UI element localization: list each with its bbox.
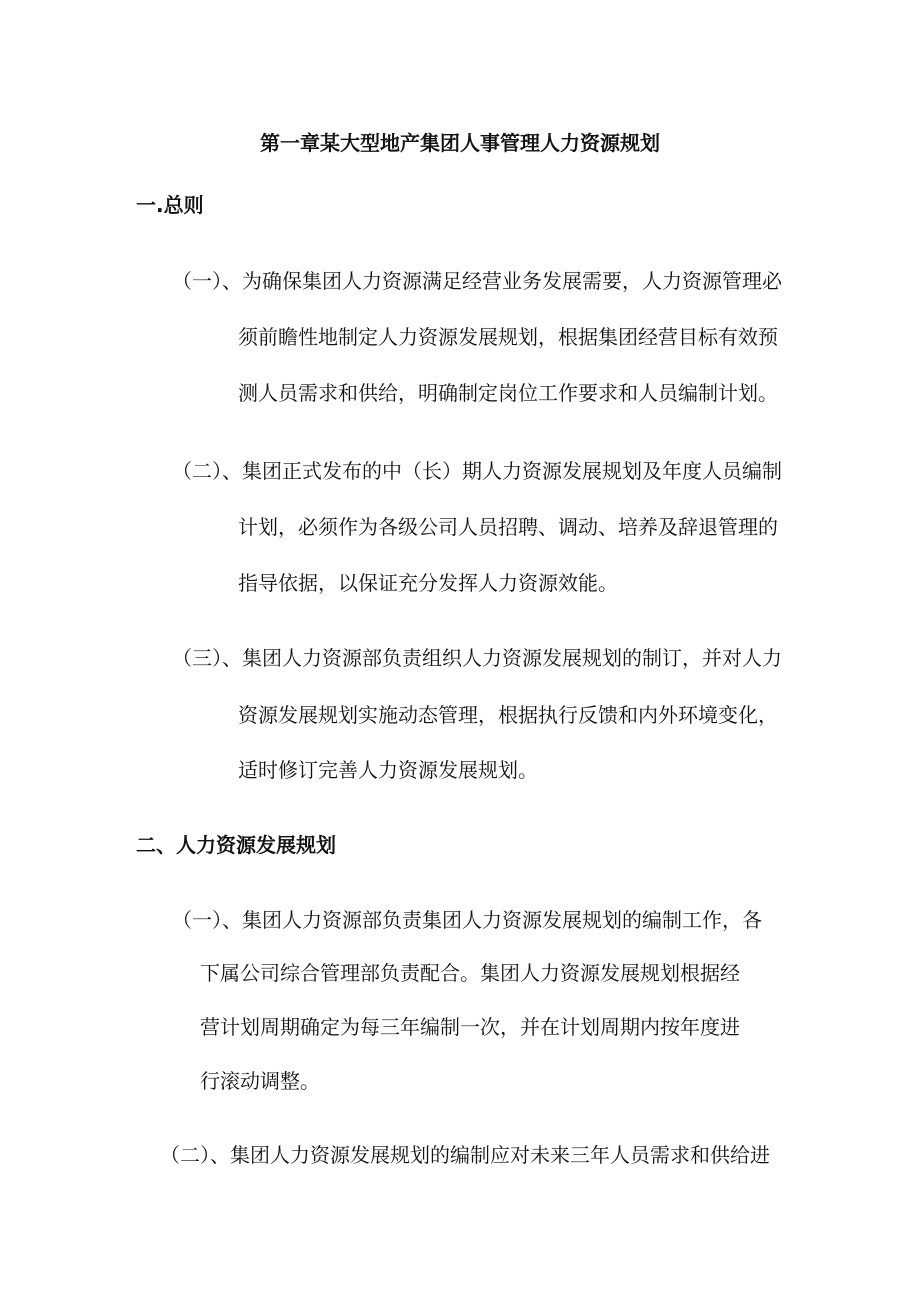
paragraph-line: 计划，必须作为各级公司人员招聘、调动、培养及辞退管理的 [238, 515, 778, 539]
paragraph-line: 行滚动调整。 [200, 1069, 320, 1093]
paragraph-line: （二）、集团人力资源发展规划的编制应对未来三年人员需求和供给进 [160, 1143, 770, 1167]
section-heading-hr-planning: 二、人力资源发展规划 [136, 833, 336, 857]
chapter-title: 第一章某大型地产集团人事管理人力资源规划 [260, 131, 660, 155]
paragraph-line: （一）、集团人力资源部负责集团人力资源发展规划的编制工作，各 [172, 908, 762, 932]
paragraph-line: 指导依据，以保证充分发挥人力资源效能。 [238, 571, 618, 595]
paragraph-line: （一）、为确保集团人力资源满足经营业务发展需要，人力资源管理必 [172, 269, 782, 293]
paragraph-line: 适时修订完善人力资源发展规划。 [238, 758, 538, 782]
paragraph-line: （三）、集团人力资源部负责组织人力资源发展规划的制订，并对人力 [172, 646, 782, 670]
section-heading-general: 一.总则 [136, 193, 204, 217]
paragraph-line: 须前瞻性地制定人力资源发展规划，根据集团经营目标有效预 [238, 325, 778, 349]
paragraph-line: 下属公司综合管理部负责配合。集团人力资源发展规划根据经 [200, 961, 740, 985]
paragraph-line: （二）、集团正式发布的中（长）期人力资源发展规划及年度人员编制 [172, 459, 782, 483]
paragraph-line: 资源发展规划实施动态管理，根据执行反馈和内外环境变化， [238, 703, 778, 727]
paragraph-line: 营计划周期确定为每三年编制一次，并在计划周期内按年度进 [200, 1015, 740, 1039]
paragraph-line: 测人员需求和供给，明确制定岗位工作要求和人员编制计划。 [238, 381, 778, 405]
